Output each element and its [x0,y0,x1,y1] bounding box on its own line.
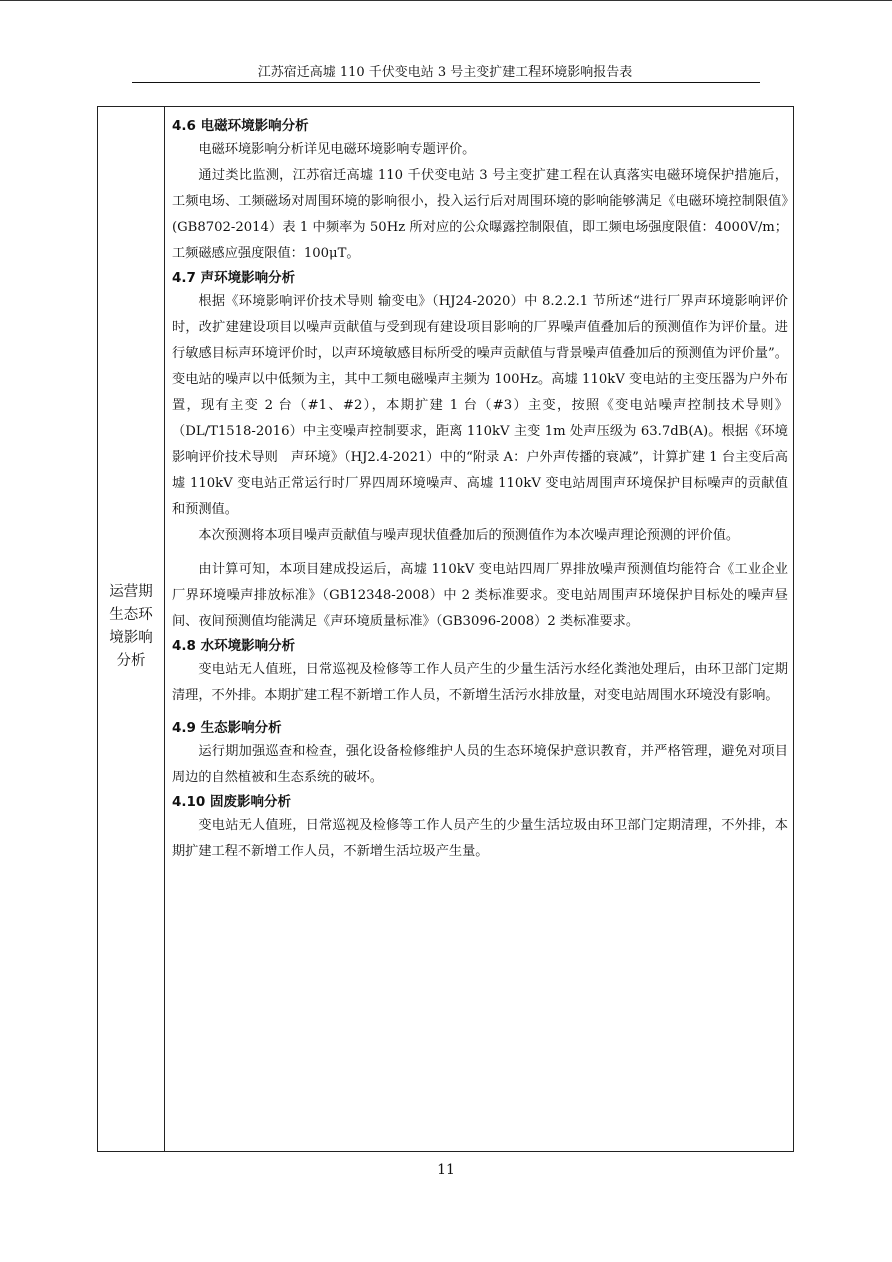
row-label-line: 分析 [116,653,146,669]
paragraph: 变电站无人值班，日常巡视及检修等工作人员产生的少量生活污水经化粪池处理后，由环卫部门定期清理，不外排。本期扩建工程不新增工作人员，不新增生活污水排放量，对变电站周围水环境没有影响。 [172,662,788,703]
row-label-line: 境影响 [109,630,153,646]
section-heading: 4.10 固废影响分析 [172,794,292,810]
page-header: 江苏宿迁高墟 110 千伏变电站 3 号主变扩建工程环境影响报告表 [257,65,633,80]
row-label-line: 运营期 [109,584,153,600]
paragraph: 运行期加强巡查和检查，强化设备检修维护人员的生态环境保护意识教育，并严格管理，避免对项目周边的自然植被和生态系统的破坏。 [172,744,788,785]
row-label-line: 生态环 [109,607,153,623]
paragraph: 变电站无人值班，日常巡视及检修等工作人员产生的少量生活垃圾由环卫部门定期清理，不外排，本期扩建工程不新增工作人员，不新增生活垃圾产生量。 [172,818,788,859]
paragraph: 本次预测将本项目噪声贡献值与噪声现状值叠加后的预测值作为本次噪声理论预测的评价值。 [198,528,740,543]
header-rule [132,82,760,83]
paragraph: 通过类比监测，江苏宿迁高墟 110 千伏变电站 3 号主变扩建工程在认真落实电磁环境保护措施后，工频电场、工频磁场对周围环境的影响很小，投入运行后对周围环境的影响能够满足《电磁环境控制限值》(GB8702-2014）表 1 中频率为 50Hz 所对应的公众曝露控制限值，即工频电场强度限值：4000V/m；工频磁感应强度限值：100μT。 [172,168,788,261]
page-number: 11 [437,1162,455,1178]
column-divider [164,107,165,1151]
section-heading: 4.7 声环境影响分析 [172,270,296,286]
content-cell [172,115,788,865]
report-table [97,106,794,1152]
paragraph: 由计算可知，本项目建成投运后，高墟 110kV 变电站四周厂界排放噪声预测值均能符合《工业企业厂界环境噪声排放标准》（GB12348-2008）中 2 类标准要求。变电站周围声环境保护目标处的噪声昼间、夜间预测值均能满足《声环境质量标准》（GB3096-2008）2 类标准要求。 [172,562,788,629]
top-border [0,0,892,1]
paragraph: 根据《环境影响评价技术导则 输变电》（HJ24-2020）中 8.2.2.1 节所述“进行厂界声环境影响评价时，改扩建建设项目以噪声贡献值与受到现有建设项目影响的厂界噪声值叠加后的预测值作为评价量。进行敏感目标声环境评价时，以声环境敏感目标所受的噪声贡献值与背景噪声值叠加后的预测值为评价量”。变电站的噪声以中低频为主，其中工频电磁噪声主频为 100Hz。高墟 110kV 变电站的主变压器为户外布置，现有主变 2 台（#1、#2），本期扩建 1 台（#3）主变，按照《变电站噪声控制技术导则》（DL/T1518-2016）中主变噪声控制要求，距离 110kV 主变 1m 处声压级为 63.7dB(A)。根据《环境影响评价技术导则 声环境》（HJ2.4-2021）中的“附录 A：户外声传播的衰减”，计算扩建 1 台主变后高墟 110kV 变电站正常运行时厂界四周环境噪声、高墟 110kV 变电站周围声环境保护目标噪声的贡献值和预测值。 [172,294,788,517]
section-heading: 4.9 生态影响分析 [172,720,282,736]
paragraph: 电磁环境影响分析详见电磁环境影响专题评价。 [198,142,476,157]
row-label [98,581,164,673]
section-heading: 4.6 电磁环境影响分析 [172,118,309,134]
section-heading: 4.8 水环境影响分析 [172,638,296,654]
